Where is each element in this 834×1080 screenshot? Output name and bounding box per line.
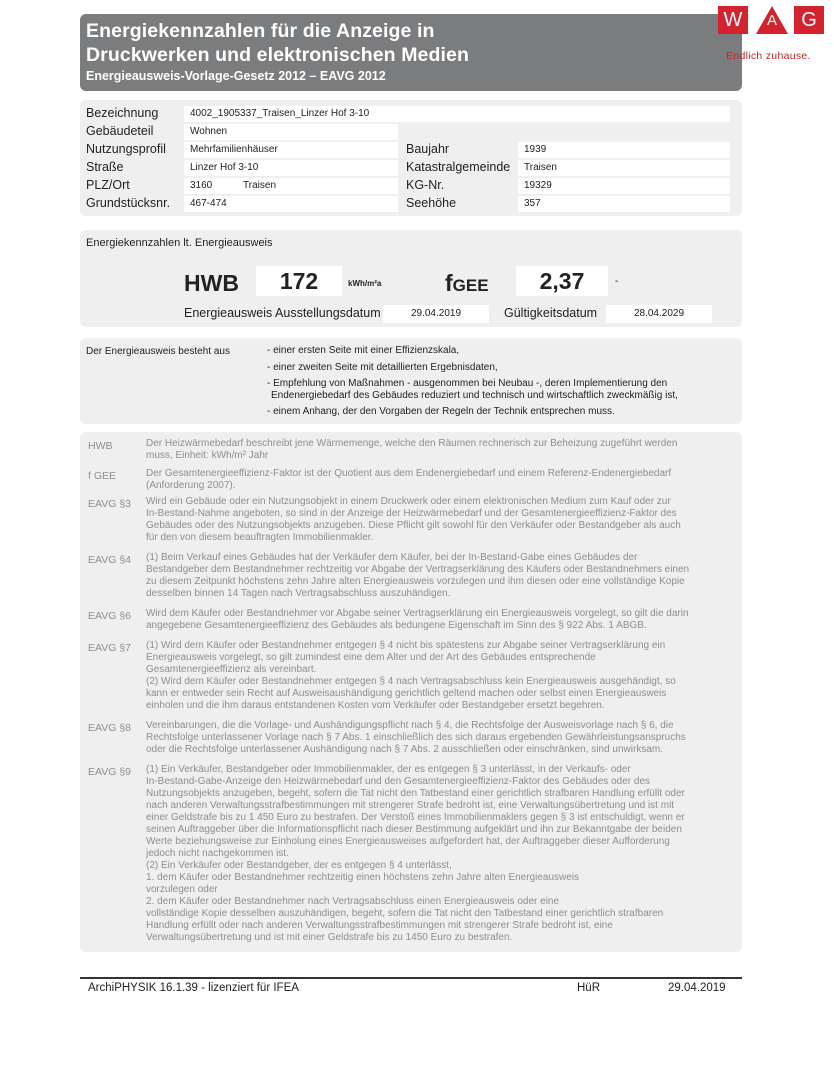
energy-figures-panel	[80, 230, 742, 327]
definition-line: Gebäudes oder des Nutzungsobjekts anzugeben. Diese Pflicht gilt sowohl für den Verkäufer oder Bestandgeber als auch	[146, 520, 681, 531]
seehoehe-label: Seehöhe	[406, 196, 457, 210]
definition-text	[146, 552, 736, 600]
strasse-label: Straße	[86, 160, 124, 174]
definition-line: Bestandgeber dem Bestandnehmer rechtzeitig vor Abgabe der Vertragserklärung des Käufers oder Bestandnehmers einen	[146, 564, 690, 575]
hwb-unit: kWh/m²a	[348, 279, 382, 288]
definition-line: muss, Einheit: kWh/m² Jahr	[146, 450, 269, 461]
baujahr-label: Baujahr	[406, 142, 450, 156]
nutzungsprofil-label: Nutzungsprofil	[86, 142, 166, 156]
bezeichnung-label: Bezeichnung	[86, 106, 159, 120]
hwb-value: 172	[256, 266, 342, 296]
fgee-value: 2,37	[516, 266, 608, 296]
definition-key: f GEE	[88, 470, 117, 482]
definition-line: Wird ein Gebäude oder ein Nutzungsobjekt in einem Druckwerk oder einem elektronischen Medium zum Kauf oder zur	[146, 496, 671, 507]
definition-line: Werte beziehungsweise zur Einholung eines Energieausweises aufgefordert hat, der Auftraggeber dieser Aufforderung	[146, 836, 670, 847]
definition-text	[146, 764, 736, 944]
document-header	[80, 14, 742, 91]
fgee-unit: -	[615, 276, 619, 287]
energy-section-title: Energiekennzahlen lt. Energieausweis	[86, 237, 273, 249]
bezeichnung-value: 4002_1905337_Traisen_Linzer Hof 3-10	[184, 106, 730, 122]
contents-intro: Der Energieausweis besteht aus	[86, 346, 230, 357]
definition-text	[146, 468, 736, 492]
definition-key: EAVG §4	[88, 554, 131, 566]
fgee-label-f: f	[445, 270, 453, 296]
footer-date: 29.04.2019	[668, 982, 726, 994]
definition-line: In-Bestand-Nahme angeboten, so sind in der Anzeige der Heizwärmebedarf und der Gesamtenergieeffizienz-Faktor des	[146, 508, 677, 519]
certificate-contents-panel	[80, 338, 742, 424]
katastralgemeinde-label: Katastralgemeinde	[406, 160, 511, 174]
issue-date-label: Energieausweis Ausstellungsdatum	[184, 306, 381, 320]
definition-key: EAVG §6	[88, 610, 131, 622]
definition-key: EAVG §3	[88, 498, 131, 510]
definition-line: vorzulegen oder	[146, 884, 218, 895]
definition-key: EAVG §7	[88, 642, 131, 654]
plz-value: 3160	[190, 180, 213, 191]
definition-line: Wird dem Käufer oder Bestandnehmer vor Abgabe seiner Vertragserklärung ein Energieausweis vorgelegt, so gilt die darin	[146, 608, 689, 619]
contents-item: - einer zweiten Seite mit detaillierten Ergebnisdaten,	[267, 362, 498, 373]
definition-text	[146, 640, 736, 712]
contents-item: - Empfehlung von Maßnahmen - ausgenommen bei Neubau -, deren Implementierung den	[267, 378, 668, 389]
definition-line: einholen und die ihm daraus entstandenen Kosten vom Verkäufer oder Bestandgeber ersetzt begehren.	[146, 700, 605, 711]
definition-line: (Anforderung 2007).	[146, 480, 236, 491]
definition-line: desselben binnen 14 Tagen nach Vertragsabschluss auszuhändigen.	[146, 588, 451, 599]
definition-line: In-Bestand-Gabe-Anzeige den Heizwärmebedarf und den Gesamtenergieeffizienz-Faktor des Gebäudes oder des	[146, 776, 650, 787]
definition-line: zu diesem Zeitpunkt höchstens zehn Jahre alten Energieausweis vorzulegen und ihm diesen oder eine vollständige Kopie	[146, 576, 685, 587]
definition-line: (2) Ein Verkäufer oder Bestandgeber, der es entgegen § 4 unterlässt,	[146, 860, 452, 871]
definition-key: EAVG §9	[88, 766, 131, 778]
definition-line: seinen Auftraggeber über die Informationspflicht nach dieser Bestimmung aufgeklärt und ihn zur Bekanntgabe der beiden	[146, 824, 682, 835]
definition-line: 2. dem Käufer oder Bestandnehmer nach Vertragsabschluss einen Energieausweis oder eine	[146, 896, 560, 907]
valid-date-label: Gültigkeitsdatum	[504, 306, 598, 320]
definition-line: jedoch nicht nachgekommen ist.	[146, 848, 289, 859]
baujahr-value: 1939	[518, 142, 730, 158]
definition-text	[146, 438, 736, 462]
logo-letter-g: G	[794, 6, 824, 34]
definition-line: nach anderen Verwaltungsstrafbestimmungen mit strengerer Strafe bedroht ist, eine Verwaltungsübertretung und ist mit	[146, 800, 675, 811]
gebaeudeteil-value: Wohnen	[184, 124, 398, 140]
definition-text	[146, 608, 736, 632]
contents-item: - einem Anhang, der den Vorgaben der Regeln der Technik entsprechen muss.	[267, 406, 615, 417]
definition-line: Verwaltungsübertretung und ist mit einer Geldstrafe bis zu 1450 Euro zu bestrafen.	[146, 932, 513, 943]
katastralgemeinde-value: Traisen	[518, 160, 730, 176]
definition-line: Energieausweis vorgelegt, so gilt zumindest eine dem Alter und der Art des Gebäudes entsprechende	[146, 652, 596, 663]
definition-line: einer Geldstrafe bis zu 1 450 Euro zu bestrafen. Der Verstoß eines Immobilienmaklers gegen § 3 ist entschuldigt, wenn er	[146, 812, 685, 823]
issue-date-value: 29.04.2019	[383, 305, 489, 323]
definition-key: EAVG §8	[88, 722, 131, 734]
logo-letter-w: W	[718, 6, 748, 34]
definition-line: 1. dem Käufer oder Bestandnehmer rechtzeitig einen höchstens zehn Jahre alten Energieausweis	[146, 872, 580, 883]
definition-line: Handlung erfüllt oder nach anderen Verwaltungsstrafbestimmungen mit strengerer Strafe bedroht ist, eine	[146, 920, 613, 931]
contents-item: Endenergiebedarf des Gebäudes reduziert und technisch und wirtschaftlich zweckmäßig ist,	[271, 390, 678, 401]
definition-line: Der Heizwärmebedarf beschreibt jene Wärmemenge, welche den Räumen rechnerisch zur Beheizung zugeführt werden	[146, 438, 678, 449]
fgee-label	[445, 270, 489, 297]
contents-item: - einer ersten Seite mit einer Effizienzskala,	[267, 345, 460, 356]
definition-line: (1) Wird dem Käufer oder Bestandnehmer entgegen § 4 nicht bis spätestens zur Abgabe seiner Vertragserklärung ein	[146, 640, 666, 651]
hwb-label: HWB	[184, 270, 239, 296]
definition-line: (1) Beim Verkauf eines Gebäudes hat der Verkäufer dem Käufer, bei der In-Bestand-Gabe eines Gebäudes der	[146, 552, 638, 563]
footer-software: ArchiPHYSIK 16.1.39 - lizenziert für IFEA	[88, 982, 299, 994]
definition-line: (1) Ein Verkäufer, Bestandgeber oder Immobilienmakler, der es entgegen § 3 unterlässt, in der Verkaufs- oder	[146, 764, 631, 775]
definition-line: Der Gesamtenergieeffizienz-Faktor ist der Quotient aus dem Endenergiebedarf und einem Referenz-Endenergiebedarf	[146, 468, 672, 479]
footer-author: HüR	[577, 982, 601, 994]
wag-logo	[718, 6, 828, 62]
plz-ort-value	[184, 178, 398, 194]
grundstuecksnr-value: 467-474	[184, 196, 398, 212]
seehoehe-value: 357	[518, 196, 730, 212]
title-line-1: Energiekennzahlen für die Anzeige in	[86, 20, 435, 42]
definition-text	[146, 720, 736, 756]
logo-slogan: Endlich zuhause.	[726, 50, 811, 62]
definition-text	[146, 496, 736, 544]
footer-divider	[80, 977, 742, 979]
plz-ort-label: PLZ/Ort	[86, 178, 130, 192]
legal-definitions-panel	[80, 432, 742, 952]
grundstuecksnr-label: Grundstücksnr.	[86, 196, 171, 210]
definition-line: Rechtsfolge unterlassener Vorlage nach § 7 Abs. 1 einschließlich des sich daraus ergebenden Gewährleistungsanspruchs	[146, 732, 686, 743]
definition-line: für den von diesem beauftragten Immobilienmakler.	[146, 532, 374, 543]
definition-line: Gesamtenergieeffizienz als vereinbart.	[146, 664, 317, 675]
definition-line: oder die Rechtsfolge unterlassener Aushändigung nach § 7 Abs. 2 ausschließen oder einschränken, sind unwirksam.	[146, 744, 663, 755]
definition-key: HWB	[88, 440, 113, 452]
gebaeudeteil-label: Gebäudeteil	[86, 124, 154, 138]
kg-nr-label: KG-Nr.	[406, 178, 445, 192]
definition-line: kann er entweder sein Recht auf Ausweisaushändigung gerichtlich geltend machen oder selbst einen Energieausweis	[146, 688, 667, 699]
strasse-value: Linzer Hof 3-10	[184, 160, 398, 176]
fgee-label-sub: GEE	[452, 276, 489, 295]
definition-line: Nutzungsobjekts anzugeben, begeht, sofern die Tat nicht den Tatbestand einer gerichtlich strafbaren Handlung erfüllt oder	[146, 788, 685, 799]
building-data-panel	[80, 100, 742, 216]
logo-letter-a: A	[766, 12, 777, 29]
definition-line: vollständige Kopie desselben auszuhändigen, begeht, sofern die Tat nicht den Tatbestand einer gerichtlich strafbaren	[146, 908, 664, 919]
definition-line: (2) Wird dem Käufer oder Bestandnehmer entgegen § 4 nach Vertragsabschluss kein Energieausweis ausgehändigt, so	[146, 676, 676, 687]
kg-nr-value: 19329	[518, 178, 730, 194]
valid-date-value: 28.04.2029	[606, 305, 712, 323]
ort-value: Traisen	[243, 180, 277, 191]
title-line-2: Druckwerken und elektronischen Medien	[86, 44, 469, 66]
nutzungsprofil-value: Mehrfamilienhäuser	[184, 142, 398, 158]
subtitle: Energieausweis-Vorlage-Gesetz 2012 – EAVG 2012	[86, 69, 386, 83]
definition-line: angegebene Gesamtenergieeffizienz des Gebäudes als bedungene Eigenschaft im Sinn des § 922 Abs. 1 ABGB.	[146, 620, 647, 631]
definition-line: Vereinbarungen, die die Vorlage- und Aushändigungspflicht nach § 4, die Rechtsfolge der Ausweisvorlage nach § 6, die	[146, 720, 674, 731]
